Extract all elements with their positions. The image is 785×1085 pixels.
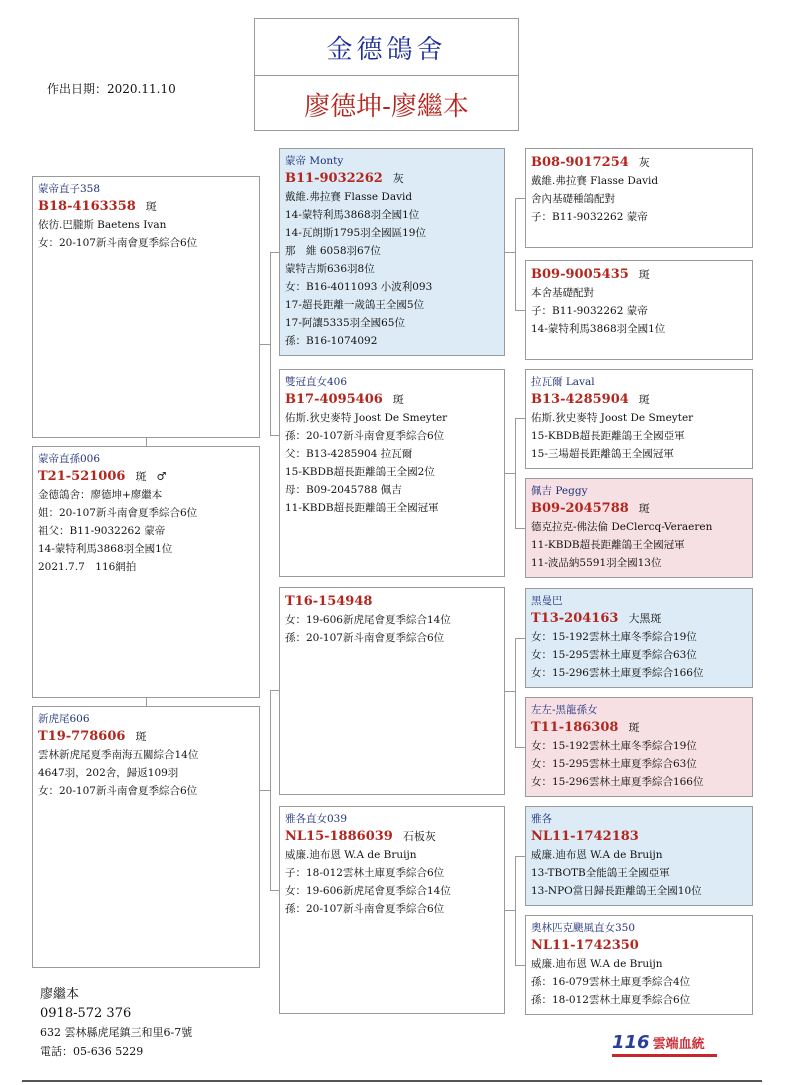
connector — [260, 790, 270, 791]
connector — [515, 198, 525, 199]
ring-number-row — [531, 265, 747, 284]
pedigree-line: 祖父：B11-9032262 蒙帝 — [38, 525, 166, 537]
pedigree-line: 孫：B16-1074092 — [285, 335, 378, 347]
pedigree-line: 孫：20-107新斗南會夏季綜合6位 — [285, 430, 445, 442]
pedigree-line: 威廉.迪布恩 W.A de Bruijn — [531, 958, 663, 970]
contact-tel: 電話：05-636 5229 — [40, 1045, 144, 1058]
pedigree-line: 舍內基礎種鴿配對 — [531, 193, 615, 205]
loft-name: 金德鴿舍 — [255, 19, 518, 76]
ring-number: B13-4285904 — [531, 392, 629, 407]
pigeon-name: 雙冠直女406 — [285, 376, 348, 388]
connector — [270, 252, 271, 435]
logo-text: 雲端血統 — [652, 1037, 705, 1052]
pigeon-name: 左左-黑龍孫女 — [531, 704, 598, 716]
pedigree-line: 女：15-296雲林土庫夏季綜合166位 — [531, 667, 704, 679]
ring-number: B18-4163358 — [38, 199, 136, 214]
ring-number: NL11-1742183 — [531, 829, 639, 844]
ring-number: B11-9032262 — [285, 171, 383, 186]
pedigree-line: 女：20-107新斗南會夏季綜合6位 — [38, 237, 198, 249]
connector — [515, 418, 516, 528]
connector — [270, 690, 279, 691]
pedigree-line: 14-蒙特利馬3868羽全國1位 — [285, 209, 420, 221]
dam-sire-card — [279, 587, 505, 795]
ring-number-row — [285, 169, 499, 188]
ring-number-row — [531, 609, 747, 628]
ring-number-row — [531, 153, 747, 172]
connector — [505, 910, 515, 911]
pigeon-name: 新虎尾606 — [38, 713, 90, 725]
pigeon-name: 拉瓦爾 Laval — [531, 376, 595, 388]
pigeon-name: 雅各 — [531, 813, 552, 825]
title-box — [254, 18, 519, 131]
feather-color: 灰 — [638, 156, 650, 169]
feather-color: 大黑斑 — [628, 612, 662, 625]
pedigree-line: 佑斯.狄史麥特 Joost De Smeyter — [285, 412, 448, 424]
connector — [505, 691, 515, 692]
feather-color: 灰 — [392, 172, 404, 185]
connector — [515, 528, 525, 529]
ring-number-row — [285, 390, 499, 409]
pedigree-line: 雲林新虎尾夏季南海五關綜合14位 — [38, 749, 199, 761]
ring-number: T16-154948 — [285, 594, 373, 609]
pedigree-line: 母：B09-2045788 佩吉 — [285, 484, 402, 496]
pedigree-line: 蒙特吉斯636羽8位 — [285, 263, 375, 275]
pedigree-line: 子：B11-9032262 蒙帝 — [531, 211, 648, 223]
pedigree-line: 4647羽，202舍，歸返109羽 — [38, 767, 179, 779]
pedigree-line: 女：19-606新虎尾會夏季綜合14位 — [285, 885, 451, 897]
connector — [270, 890, 279, 891]
ring-number: B17-4095406 — [285, 392, 383, 407]
feather-color: 斑 — [638, 393, 650, 406]
contact-phone: 0918-572 376 — [40, 1006, 132, 1021]
pedigree-line: 孫：18-012雲林土庫夏季綜合6位 — [531, 994, 691, 1006]
connector — [515, 638, 516, 747]
pedigree-line: 德克拉克-佛法倫 DeClercq-Veraeren — [531, 521, 713, 533]
pedigree-line: 14-蒙特利馬3868羽全國1位 — [38, 543, 173, 555]
feather-color: 石板灰 — [402, 830, 436, 843]
ring-number: T21-521006 — [38, 469, 126, 484]
feather-color: 斑 — [145, 200, 157, 213]
pedigree-line: 女：B16-4011093 小波利093 — [285, 281, 433, 293]
ring-number-row — [285, 592, 499, 611]
feather-color: 斑 — [638, 502, 650, 515]
connector — [505, 252, 515, 253]
feather-color: 斑 — [392, 393, 404, 406]
pedigree-line: 17-超長距離一歲鴿王全國5位 — [285, 299, 425, 311]
pigeon-name: 蒙帝 Monty — [285, 155, 344, 167]
dam-sire-dam-card — [525, 697, 753, 797]
sire-sire-dam-card — [525, 260, 753, 360]
connector — [270, 690, 271, 890]
ring-number-row — [38, 197, 254, 216]
sire-sire-card — [279, 148, 505, 356]
pedigree-line: 孫：16-079雲林土庫夏季綜合4位 — [531, 976, 691, 988]
pigeon-name: 蒙帝直孫006 — [38, 453, 101, 465]
pedigree-line: 孫：20-107新斗南會夏季綜合6位 — [285, 632, 445, 644]
pigeon-name: 佩吉 Peggy — [531, 485, 588, 497]
pedigree-line: 女：15-295雲林土庫夏季綜合63位 — [531, 649, 697, 661]
connector — [270, 435, 279, 436]
date-label: 作出日期：2020.11.10 — [47, 82, 176, 96]
brand-logo — [612, 1032, 705, 1053]
connector — [515, 965, 525, 966]
feather-color: 斑 — [135, 470, 147, 483]
ring-number: NL15-1886039 — [285, 829, 393, 844]
ring-number: NL11-1742350 — [531, 938, 639, 953]
connector — [260, 344, 270, 345]
pigeon-name: 雅各直女039 — [285, 813, 348, 825]
ring-number-row — [531, 390, 747, 409]
pedigree-line: 17-阿讓5335羽全國65位 — [285, 317, 405, 329]
ring-number-row — [531, 718, 747, 737]
connector — [146, 438, 147, 446]
pedigree-line: 女：15-295雲林土庫夏季綜合63位 — [531, 758, 697, 770]
dam-dam-card — [279, 806, 505, 1014]
pedigree-line: 佑斯.狄史麥特 Joost De Smeyter — [531, 412, 694, 424]
connector — [515, 198, 516, 310]
dam-sire-sire-card — [525, 588, 753, 688]
logo-underline — [612, 1054, 717, 1057]
connector — [515, 856, 525, 857]
ring-number-row — [38, 467, 254, 486]
connector — [146, 698, 147, 706]
dam-card — [32, 706, 260, 968]
pedigree-line: 子：18-012雲林土庫夏季綜合6位 — [285, 867, 445, 879]
pedigree-line: 14-蒙特利馬3868羽全國1位 — [531, 323, 666, 335]
pedigree-line: 女：15-192雲林土庫冬季綜合19位 — [531, 631, 697, 643]
pedigree-line: 11-KBDB超長距離鴿王全國冠軍 — [531, 539, 685, 551]
dam-dam-dam-card — [525, 915, 753, 1015]
pedigree-line: 本舍基礎配對 — [531, 287, 594, 299]
ring-number-row — [531, 499, 747, 518]
pedigree-line: 2021.7.7 116網拍 — [38, 561, 137, 573]
connector — [270, 252, 279, 253]
pedigree-line: 女：15-296雲林土庫夏季綜合166位 — [531, 776, 704, 788]
feather-color: 斑 — [638, 268, 650, 281]
pedigree-line: 依彷.巴朧斯 Baetens Ivan — [38, 219, 167, 231]
feather-color: 斑 — [628, 721, 640, 734]
sire-dam-sire-card — [525, 369, 753, 469]
connector — [505, 473, 515, 474]
ring-number: T13-204163 — [531, 611, 619, 626]
pedigree-line: 威廉.迪布恩 W.A de Bruijn — [285, 849, 417, 861]
pedigree-line: 女：20-107新斗南會夏季綜合6位 — [38, 785, 198, 797]
pigeon-name: 蒙帝直子358 — [38, 183, 101, 195]
pedigree-line: 女：19-606新虎尾會夏季綜合14位 — [285, 614, 451, 626]
contact-block — [40, 985, 192, 1061]
connector — [515, 418, 525, 419]
sire-dam-dam-card — [525, 478, 753, 578]
pedigree-line: 威廉.迪布恩 W.A de Bruijn — [531, 849, 663, 861]
pedigree-line: 15-KBDB超長距離鴿王全國亞軍 — [531, 430, 685, 442]
connector — [515, 310, 525, 311]
logo-number: 116 — [612, 1032, 650, 1053]
subject-card — [32, 446, 260, 698]
dam-dam-sire-card — [525, 806, 753, 906]
connector — [515, 638, 525, 639]
feather-color: 斑 — [135, 730, 147, 743]
pedigree-line: 女：15-192雲林土庫冬季綜合19位 — [531, 740, 697, 752]
ring-number: B09-2045788 — [531, 501, 629, 516]
sire-dam-card — [279, 369, 505, 577]
pedigree-line: 戴維.弗拉賽 Flasse David — [531, 175, 659, 187]
pedigree-line: 孫：20-107新斗南會夏季綜合6位 — [285, 903, 445, 915]
sex-symbol: ♂ — [156, 470, 167, 483]
ring-number-row — [531, 827, 747, 846]
pedigree-line: 金德鴿舍：廖德坤+廖繼本 — [38, 489, 163, 501]
pedigree-line: 戴維.弗拉賽 Flasse David — [285, 191, 413, 203]
pedigree-line: 13-NPO當日歸長距離鴿王全國10位 — [531, 885, 702, 897]
pigeon-name: 黑曼巴 — [531, 595, 563, 607]
pedigree-line: 姐：20-107新斗南會夏季綜合6位 — [38, 507, 198, 519]
sire-sire-sire-card — [525, 148, 753, 248]
ring-number-row — [285, 827, 499, 846]
pedigree-line: 13-TBOTB全能鴿王全國亞軍 — [531, 867, 670, 879]
contact-name: 廖繼本 — [40, 987, 80, 1002]
owners-name: 廖德坤-廖繼本 — [304, 91, 469, 122]
pedigree-line: 父：B13-4285904 拉瓦爾 — [285, 448, 413, 460]
pigeon-name: 奧林匹克颶風直女350 — [531, 922, 636, 934]
pedigree-line: 子：B11-9032262 蒙帝 — [531, 305, 648, 317]
ring-number-row — [531, 936, 747, 955]
pedigree-line: 11-波品納5591羽全國13位 — [531, 557, 662, 569]
ring-number-row — [38, 727, 254, 746]
ring-number: T11-186308 — [531, 720, 619, 735]
pedigree-line: 14-瓦朗斯1795羽全國區19位 — [285, 227, 426, 239]
pedigree-line: 11-KBDB超長距離鴿王全國冠軍 — [285, 502, 439, 514]
ring-number: T19-778606 — [38, 729, 126, 744]
contact-address: 632 雲林縣虎尾鎮三和里6-7號 — [40, 1026, 193, 1039]
sire-card — [32, 176, 260, 438]
pedigree-line: 15-三場超長距離鴿王全國冠軍 — [531, 448, 674, 460]
ring-number: B08-9017254 — [531, 155, 629, 170]
connector — [515, 856, 516, 965]
bottom-divider — [22, 1080, 762, 1082]
pedigree-line: 那 維 6058羽67位 — [285, 245, 381, 257]
pedigree-line: 15-KBDB超長距離鴿王全國2位 — [285, 466, 435, 478]
connector — [515, 747, 525, 748]
ring-number: B09-9005435 — [531, 267, 629, 282]
